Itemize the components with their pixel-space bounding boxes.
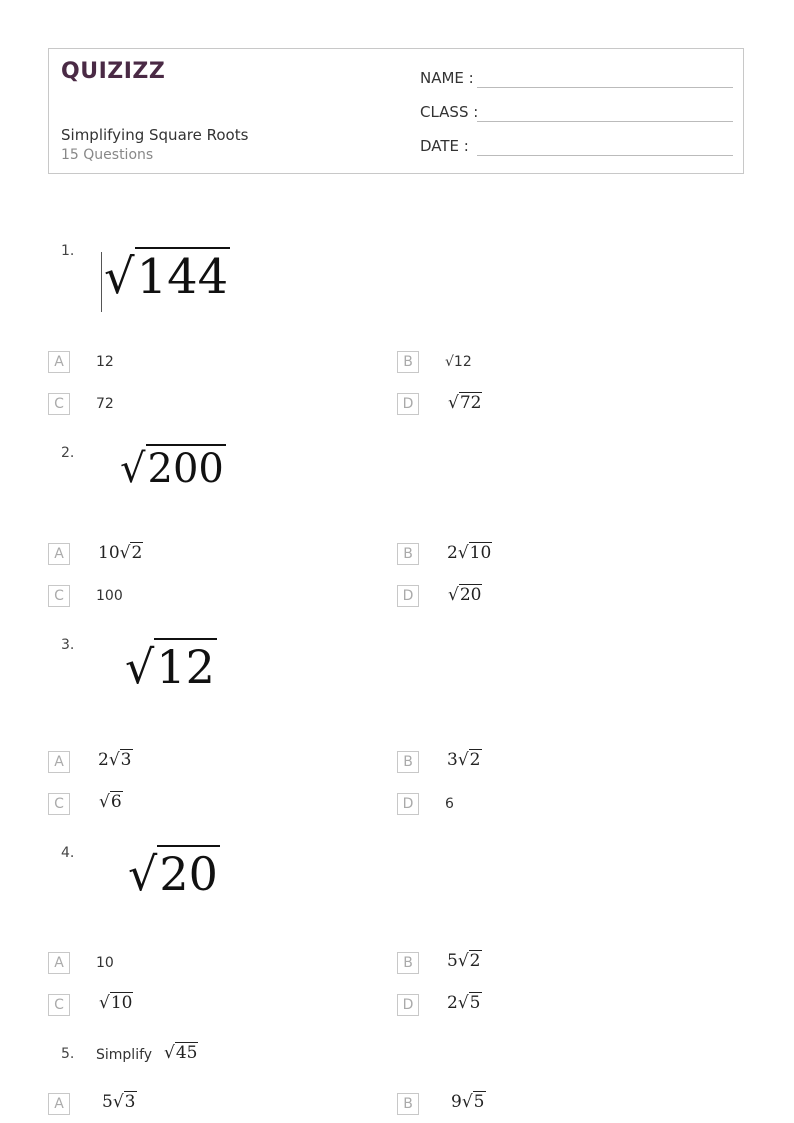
option-letter[interactable]: C	[48, 994, 70, 1016]
option-math: 2√5	[447, 993, 481, 1013]
option-text: 12	[96, 354, 114, 370]
option-letter[interactable]: B	[397, 751, 419, 773]
name-line[interactable]	[477, 87, 733, 88]
date-line[interactable]	[477, 155, 733, 156]
quizizz-logo: QUIZIZZ	[61, 59, 166, 84]
option-letter[interactable]: D	[397, 585, 419, 607]
question-radical: √144	[104, 249, 229, 305]
option-math: 2√10	[447, 543, 492, 563]
class-label: CLASS :	[420, 103, 479, 121]
date-label: DATE :	[420, 137, 469, 155]
question-number: 5.	[61, 1046, 75, 1062]
class-line[interactable]	[477, 121, 733, 122]
option-text: 6	[445, 796, 454, 812]
option-math: 3√2	[447, 750, 481, 770]
question-prompt: Simplify	[96, 1047, 153, 1063]
option-letter[interactable]: B	[397, 351, 419, 373]
worksheet-header	[48, 48, 744, 174]
question-radical: √20	[128, 847, 218, 901]
question-radical: √45	[164, 1043, 198, 1063]
question-number: 2.	[61, 445, 75, 461]
question-count: 15 Questions	[61, 147, 154, 163]
option-math: 9√5	[451, 1092, 485, 1112]
option-math: 5√2	[447, 951, 481, 971]
option-letter[interactable]: A	[48, 351, 70, 373]
name-field[interactable]	[420, 69, 474, 87]
name-label: NAME :	[420, 69, 474, 87]
option-letter[interactable]: B	[397, 1093, 419, 1115]
option-math: √72	[448, 393, 482, 413]
option-letter[interactable]: D	[397, 994, 419, 1016]
option-math: √10	[99, 993, 133, 1013]
option-letter[interactable]: B	[397, 952, 419, 974]
date-field[interactable]	[420, 137, 469, 155]
question-radicand: 20	[159, 847, 218, 901]
question-radical: √200	[120, 446, 224, 492]
option-letter[interactable]: C	[48, 585, 70, 607]
option-letter[interactable]: A	[48, 543, 70, 565]
option-math: 5√3	[102, 1092, 136, 1112]
question-number: 4.	[61, 845, 75, 861]
option-math: 2√3	[98, 750, 132, 770]
option-letter[interactable]: D	[397, 393, 419, 415]
text-cursor	[101, 252, 102, 312]
question-radicand: 200	[147, 446, 224, 492]
option-letter[interactable]: D	[397, 793, 419, 815]
option-math: 10√2	[98, 543, 143, 563]
option-text: 72	[96, 396, 114, 412]
worksheet-title: Simplifying Square Roots	[61, 126, 249, 144]
option-letter[interactable]: C	[48, 393, 70, 415]
option-letter[interactable]: C	[48, 793, 70, 815]
option-text: 10	[96, 955, 114, 971]
option-letter[interactable]: B	[397, 543, 419, 565]
question-radicand: 45	[175, 1043, 198, 1063]
option-letter[interactable]: A	[48, 751, 70, 773]
option-math: √6	[99, 792, 122, 812]
option-math: √20	[448, 585, 482, 605]
question-radicand: 12	[156, 640, 215, 694]
option-letter[interactable]: A	[48, 1093, 70, 1115]
question-radical: √12	[125, 640, 215, 694]
option-letter[interactable]: A	[48, 952, 70, 974]
option-text: 100	[96, 588, 123, 604]
option-text: √12	[445, 354, 472, 370]
question-number: 1.	[61, 243, 75, 259]
class-field[interactable]	[420, 103, 478, 121]
question-number: 3.	[61, 637, 75, 653]
question-radicand: 144	[136, 249, 229, 305]
